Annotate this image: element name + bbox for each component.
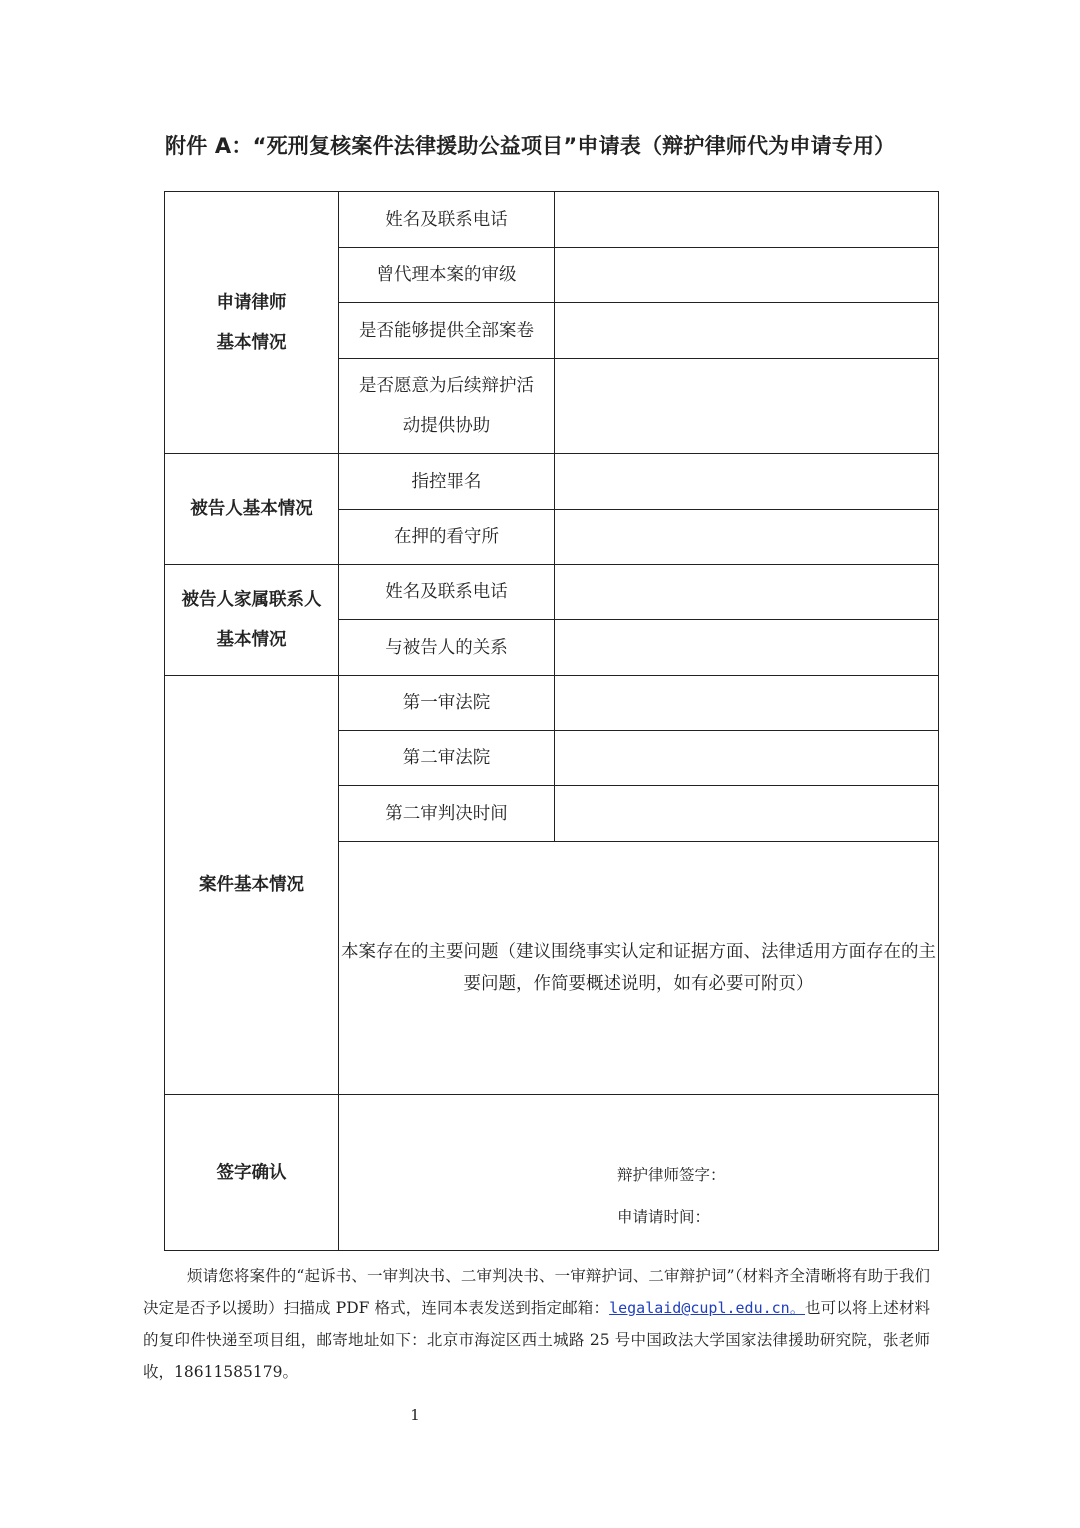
table-row	[165, 565, 939, 620]
field-value-willing-assist[interactable]	[555, 359, 939, 454]
field-label	[339, 359, 555, 454]
section-header-lawyer	[165, 192, 339, 454]
field-label: 姓名及联系电话	[339, 192, 555, 248]
field-value-lawyer-name-phone[interactable]	[555, 192, 939, 248]
field-value-family-name-phone[interactable]	[555, 565, 939, 620]
table-row	[165, 454, 939, 510]
field-value-second-court[interactable]	[555, 731, 939, 786]
section-header-family	[165, 565, 339, 676]
section-header-line: 基本情况	[216, 332, 287, 353]
form-title: 附件 A：“死刑复核案件法律援助公益项目”申请表（辩护律师代为申请专用）	[165, 134, 896, 158]
field-label-line: 是否愿意为后续辩护活	[359, 376, 534, 396]
section-header-signature: 签字确认	[165, 1095, 339, 1251]
note-text: 烦请您将案件的“起诉书、一审判决书、二审判决书、一审辩护词、二审辩护词”（材料齐全清晰将有助于我们决定是否予以援助）扫描成 PDF 格式，连同本表发送到指定邮箱：	[143, 1267, 930, 1317]
section-header-defendant: 被告人基本情况	[165, 454, 339, 565]
field-label: 第一审法院	[339, 676, 555, 731]
field-label: 姓名及联系电话	[339, 565, 555, 620]
field-label: 是否能够提供全部案卷	[339, 303, 555, 359]
field-label: 指控罪名	[339, 454, 555, 510]
table-row	[165, 192, 939, 248]
field-value-charge[interactable]	[555, 454, 939, 510]
field-label: 第二审法院	[339, 731, 555, 786]
application-form-table	[164, 191, 939, 1251]
lawyer-signature-label: 辩护律师签字：	[617, 1166, 726, 1184]
email-link[interactable]: legalaid@cupl.edu.cn。	[609, 1299, 805, 1317]
field-value-second-judgment-time[interactable]	[555, 786, 939, 842]
table-row	[165, 1095, 939, 1251]
section-header-line: 申请律师	[216, 292, 287, 313]
field-label-line: 动提供协助	[402, 416, 491, 436]
page-number: 1	[410, 1406, 420, 1424]
section-header-line: 被告人家属联系人	[181, 590, 322, 610]
field-label: 曾代理本案的审级	[339, 248, 555, 303]
field-label: 在押的看守所	[339, 510, 555, 565]
issues-textarea[interactable]: 本案存在的主要问题（建议围绕事实认定和证据方面、法律适用方面存在的主要问题，作简要概述说明，如有必要可附页）	[339, 842, 939, 1095]
field-value-first-court[interactable]	[555, 676, 939, 731]
section-header-line: 基本情况	[216, 630, 287, 650]
field-value-detention-center[interactable]	[555, 510, 939, 565]
note-text: 也可以将上述材料的复印件快递至项目组，邮寄地址如下：北京市海淀区西土城路 25 号中国政法大学国家法律援助研究院，张老师收，18611585179。	[143, 1299, 930, 1381]
field-value-relationship[interactable]	[555, 620, 939, 676]
section-header-case: 案件基本情况	[165, 676, 339, 1095]
table-row	[165, 676, 939, 731]
submission-note	[143, 1260, 930, 1388]
field-value-trial-level[interactable]	[555, 248, 939, 303]
application-time-label: 申请请时间：	[617, 1208, 711, 1226]
field-label: 与被告人的关系	[339, 620, 555, 676]
field-value-full-files[interactable]	[555, 303, 939, 359]
field-label: 第二审判决时间	[339, 786, 555, 842]
signature-area[interactable]	[339, 1095, 939, 1251]
